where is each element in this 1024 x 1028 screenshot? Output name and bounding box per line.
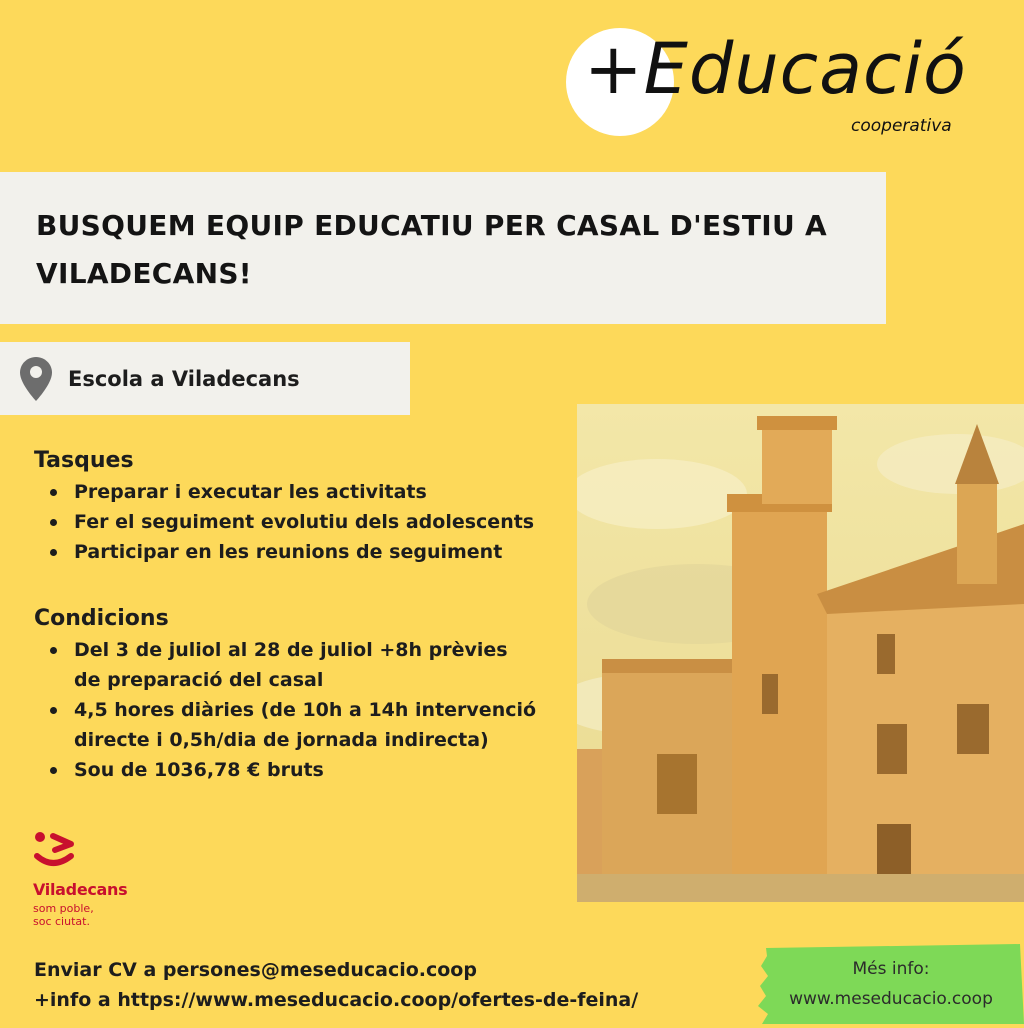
viladecans-tagline: som poble, soc ciutat. <box>33 902 94 928</box>
viladecans-name: Viladecans <box>33 880 128 899</box>
logo-title: +Educació <box>584 28 967 110</box>
page-title: BUSQUEM EQUIP EDUCATIU PER CASAL D'ESTIU A VILADECANS! <box>36 209 828 290</box>
building-photo <box>577 404 1024 902</box>
list-item: Sou de 1036,78 € bruts <box>74 755 574 785</box>
footer <box>34 955 638 1015</box>
conditions-heading: Condicions <box>34 606 169 631</box>
location-text: Escola a Viladecans <box>68 366 300 391</box>
logo-subtitle: cooperativa <box>851 116 952 136</box>
footer-info-line: +info a https://www.meseducacio.coop/ofertes-de-feina/ <box>34 989 639 1011</box>
educacio-logo <box>566 28 986 148</box>
viladecans-smile-icon <box>33 830 77 874</box>
more-info-url[interactable]: www.meseducacio.coop <box>789 989 993 1009</box>
footer-cv-line: Enviar CV a persones@meseducacio.coop <box>34 959 477 981</box>
list-item: Preparar i executar les activitats <box>74 477 534 507</box>
more-info-label: Més info: <box>852 959 930 979</box>
title-box <box>0 172 886 324</box>
conditions-list <box>34 635 574 785</box>
location-box <box>0 342 410 415</box>
list-item: Del 3 de juliol al 28 de juliol +8h prèvies de preparació del casal <box>74 635 524 695</box>
more-info-box <box>758 944 1024 1024</box>
list-item: Fer el seguiment evolutiu dels adolescents <box>74 507 534 537</box>
list-item: 4,5 hores diàries (de 10h a 14h intervenció directe i 0,5h/dia de jornada indirecta) <box>74 695 554 755</box>
list-item: Participar en les reunions de seguiment <box>74 537 534 567</box>
more-info-text <box>758 944 1024 1024</box>
viladecans-logo <box>33 830 143 930</box>
tasks-section <box>34 448 534 567</box>
tasks-list <box>34 477 534 567</box>
map-pin-icon <box>20 357 52 401</box>
tasks-heading: Tasques <box>34 448 134 473</box>
conditions-section <box>34 606 574 785</box>
